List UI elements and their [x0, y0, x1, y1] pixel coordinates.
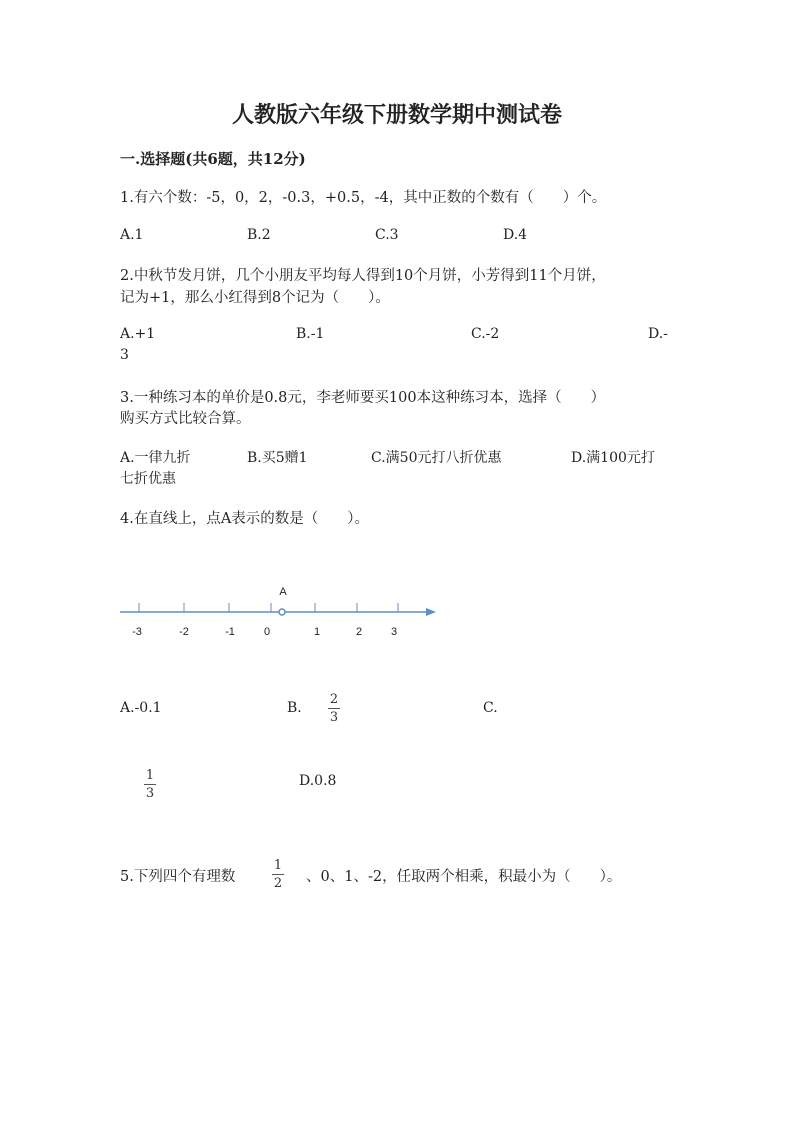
q4-option-b-fraction	[328, 692, 340, 725]
q3-option-d-wrap: 七折优惠	[120, 471, 176, 487]
question-4-stem: 4.在直线上，点A表示的数是（ ）。	[120, 511, 370, 527]
q3-option-a: A.一律九折	[120, 450, 191, 466]
q4-option-a: A.-0.1	[120, 700, 162, 716]
fraction-denominator: 2	[273, 876, 283, 891]
q2-option-c: C.-2	[471, 326, 500, 342]
question-5-stem-suffix: 、0、1、-2，任取两个相乘，积最小为（ ）。	[306, 869, 622, 885]
fraction-bar	[144, 784, 156, 785]
q2-option-d-wrap: 3	[120, 347, 129, 363]
point-a-marker	[279, 609, 285, 615]
q2-option-b: B.-1	[296, 326, 325, 342]
q1-option-c: C.3	[375, 227, 399, 243]
q2-option-a: A.+1	[120, 326, 156, 342]
q1-option-b: B.2	[247, 227, 271, 243]
fraction-numerator: 2	[329, 692, 339, 707]
question-2-stem-line1: 2.中秋节发月饼，几个小朋友平均每人得到10个月饼，小芳得到11个月饼，	[120, 268, 606, 284]
fraction-numerator: 1	[145, 768, 155, 783]
q2-option-d: D.-	[648, 326, 668, 342]
q3-option-b: B.买5赠1	[247, 450, 308, 466]
fraction-bar	[328, 708, 340, 709]
fraction-numerator: 1	[273, 858, 283, 873]
q4-option-c: C.	[483, 700, 498, 716]
page-title: 人教版六年级下册数学期中测试卷	[231, 102, 562, 128]
q5-fraction	[272, 858, 284, 891]
tick-label: 0	[263, 626, 271, 638]
question-3-stem-line1: 3.一种练习本的单价是0.8元，李老师要买100本这种练习本，选择（ ）	[120, 390, 606, 406]
q4-option-c-fraction	[144, 768, 156, 801]
q1-option-a: A.1	[120, 227, 144, 243]
number-line	[110, 575, 450, 645]
tick-label: 2	[355, 626, 363, 638]
fraction-bar	[272, 874, 284, 875]
tick-label: -1	[225, 626, 235, 638]
tick-label: -2	[179, 626, 189, 638]
q1-option-d: D.4	[503, 227, 528, 243]
question-2-stem-line2: 记为+1，那么小红得到8个记为（ ）。	[120, 290, 390, 306]
tick-label: 1	[313, 626, 321, 638]
tick-label: -3	[132, 626, 142, 638]
point-a-label: A	[279, 586, 287, 598]
q4-option-d: D.0.8	[299, 773, 337, 789]
q3-option-c: C.满50元打八折优惠	[371, 450, 502, 466]
question-5-stem-prefix: 5.下列四个有理数	[120, 869, 236, 885]
fraction-denominator: 3	[329, 710, 339, 725]
q4-option-b-prefix: B.	[287, 700, 302, 716]
section-heading: 一.选择题(共6题，共12分)	[120, 150, 306, 168]
question-3-stem-line2: 购买方式比较合算。	[120, 411, 251, 427]
q3-option-d: D.满100元打	[571, 450, 655, 466]
tick-label: 3	[390, 626, 398, 638]
number-line-arrow-icon	[426, 608, 436, 616]
fraction-denominator: 3	[145, 786, 155, 801]
question-1-stem: 1.有六个数：-5，0，2，-0.3，+0.5，-4，其中正数的个数有（ ）个。	[120, 190, 607, 206]
